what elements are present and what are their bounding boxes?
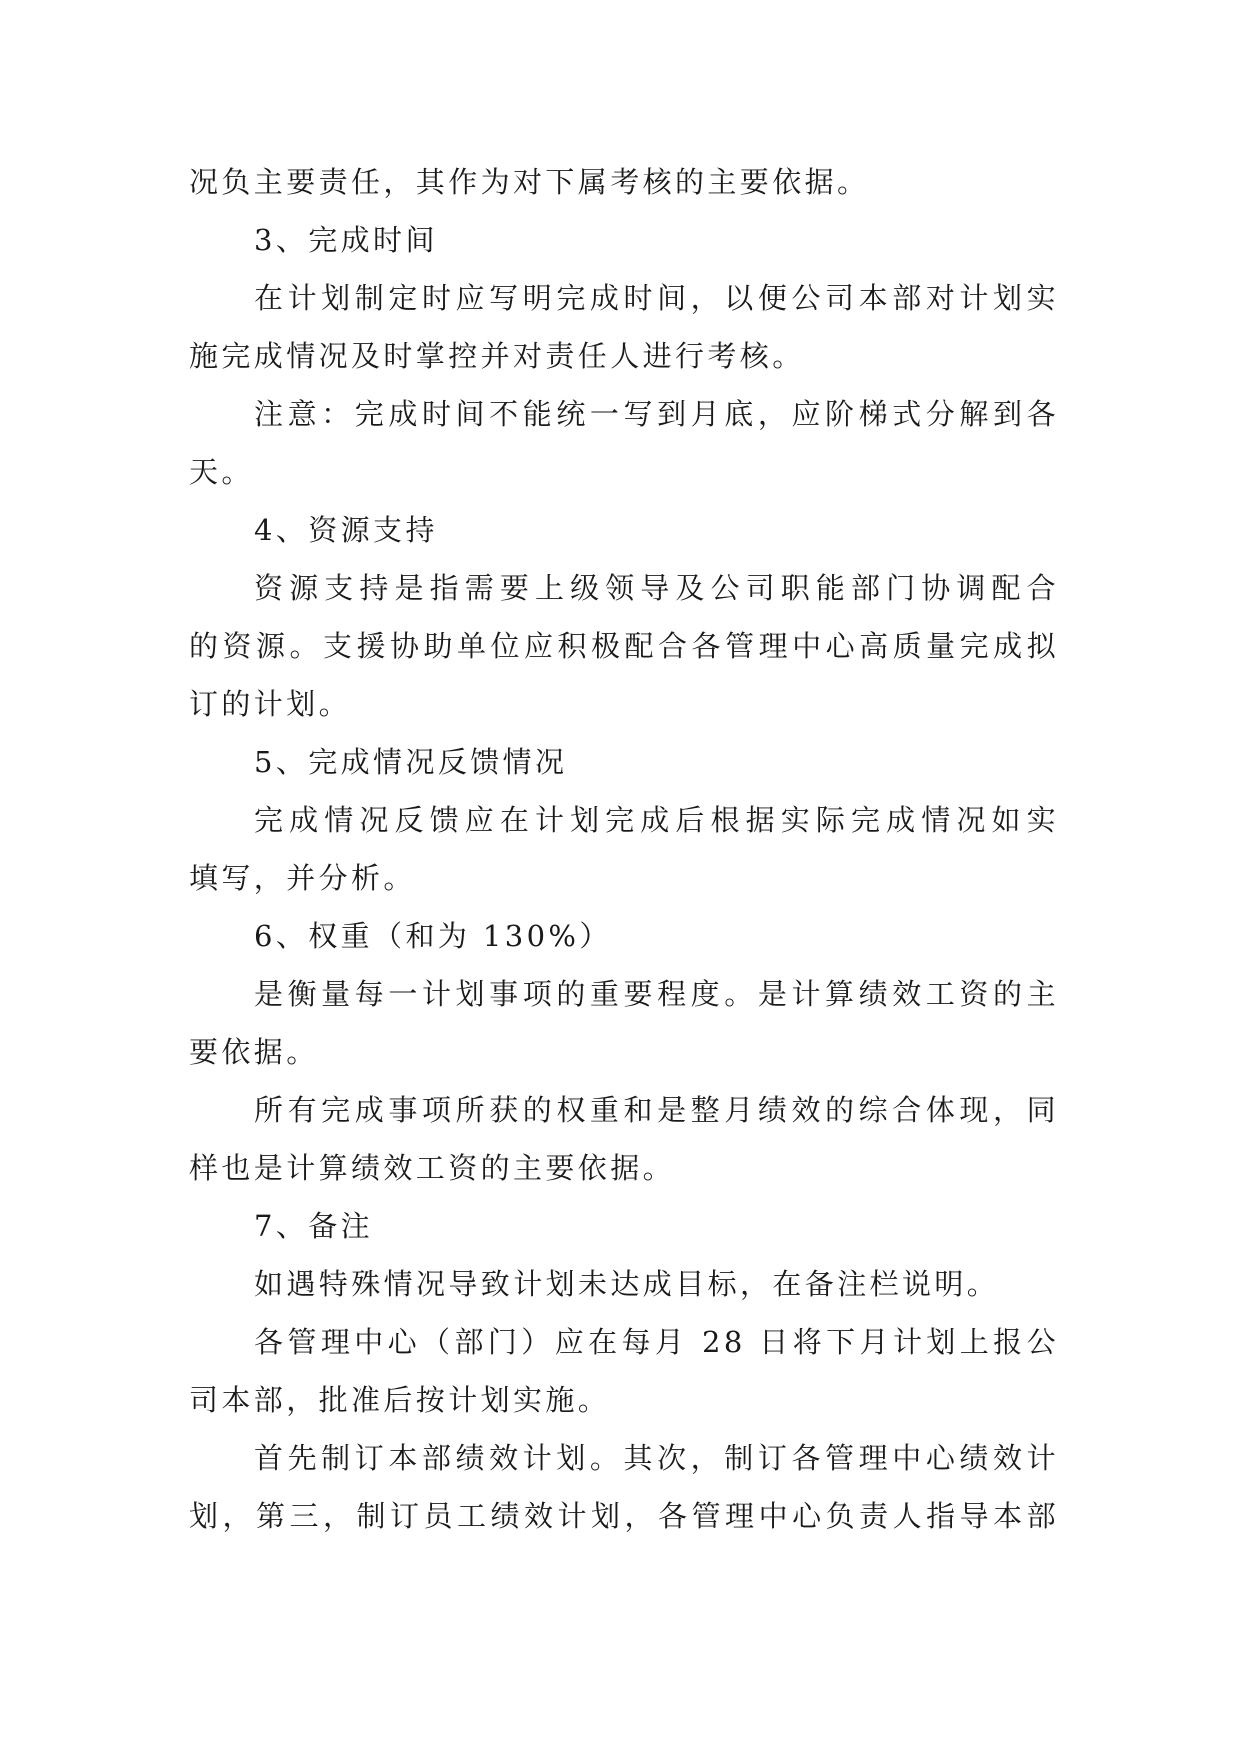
- body-text-line: 天。: [189, 455, 254, 489]
- section-heading: 6、权重（和为 130%）: [254, 919, 612, 953]
- body-text-line: 订的计划。: [189, 687, 352, 721]
- body-text-line: 注意：完成时间不能统一写到月底，应阶梯式分解到各: [254, 397, 1059, 431]
- section-heading: 3、完成时间: [254, 223, 438, 257]
- body-text-line: 的资源。支援协助单位应积极配合各管理中心高质量完成拟: [189, 629, 1059, 663]
- body-text-line: 况负主要责任，其作为对下属考核的主要依据。: [189, 165, 870, 199]
- body-text-line: 样也是计算绩效工资的主要依据。: [189, 1151, 676, 1185]
- body-text-line: 划，第三，制订员工绩效计划，各管理中心负责人指导本部: [189, 1499, 1059, 1533]
- body-text-line: 是衡量每一计划事项的重要程度。是计算绩效工资的主: [254, 977, 1059, 1011]
- section-heading: 7、备注: [254, 1209, 374, 1243]
- body-text-line: 司本部，批准后按计划实施。: [189, 1383, 611, 1417]
- body-text-line: 在计划制定时应写明完成时间，以便公司本部对计划实: [254, 281, 1059, 315]
- body-text-line: 施完成情况及时掌控并对责任人进行考核。: [189, 339, 805, 373]
- body-text-line: 要依据。: [189, 1035, 319, 1069]
- body-text-line: 首先制订本部绩效计划。其次，制订各管理中心绩效计: [254, 1441, 1059, 1475]
- section-heading: 4、资源支持: [254, 513, 438, 547]
- body-text-line: 完成情况反馈应在计划完成后根据实际完成情况如实: [254, 803, 1059, 837]
- body-text-line: 填写，并分析。: [189, 861, 416, 895]
- section-heading: 5、完成情况反馈情况: [254, 745, 568, 779]
- body-text-line: 所有完成事项所获的权重和是整月绩效的综合体现，同: [254, 1093, 1059, 1127]
- body-text-line: 如遇特殊情况导致计划未达成目标，在备注栏说明。: [254, 1267, 1000, 1301]
- body-text-line: 资源支持是指需要上级领导及公司职能部门协调配合: [254, 571, 1059, 605]
- body-text-line: 各管理中心（部门）应在每月 28 日将下月计划上报公: [254, 1325, 1059, 1359]
